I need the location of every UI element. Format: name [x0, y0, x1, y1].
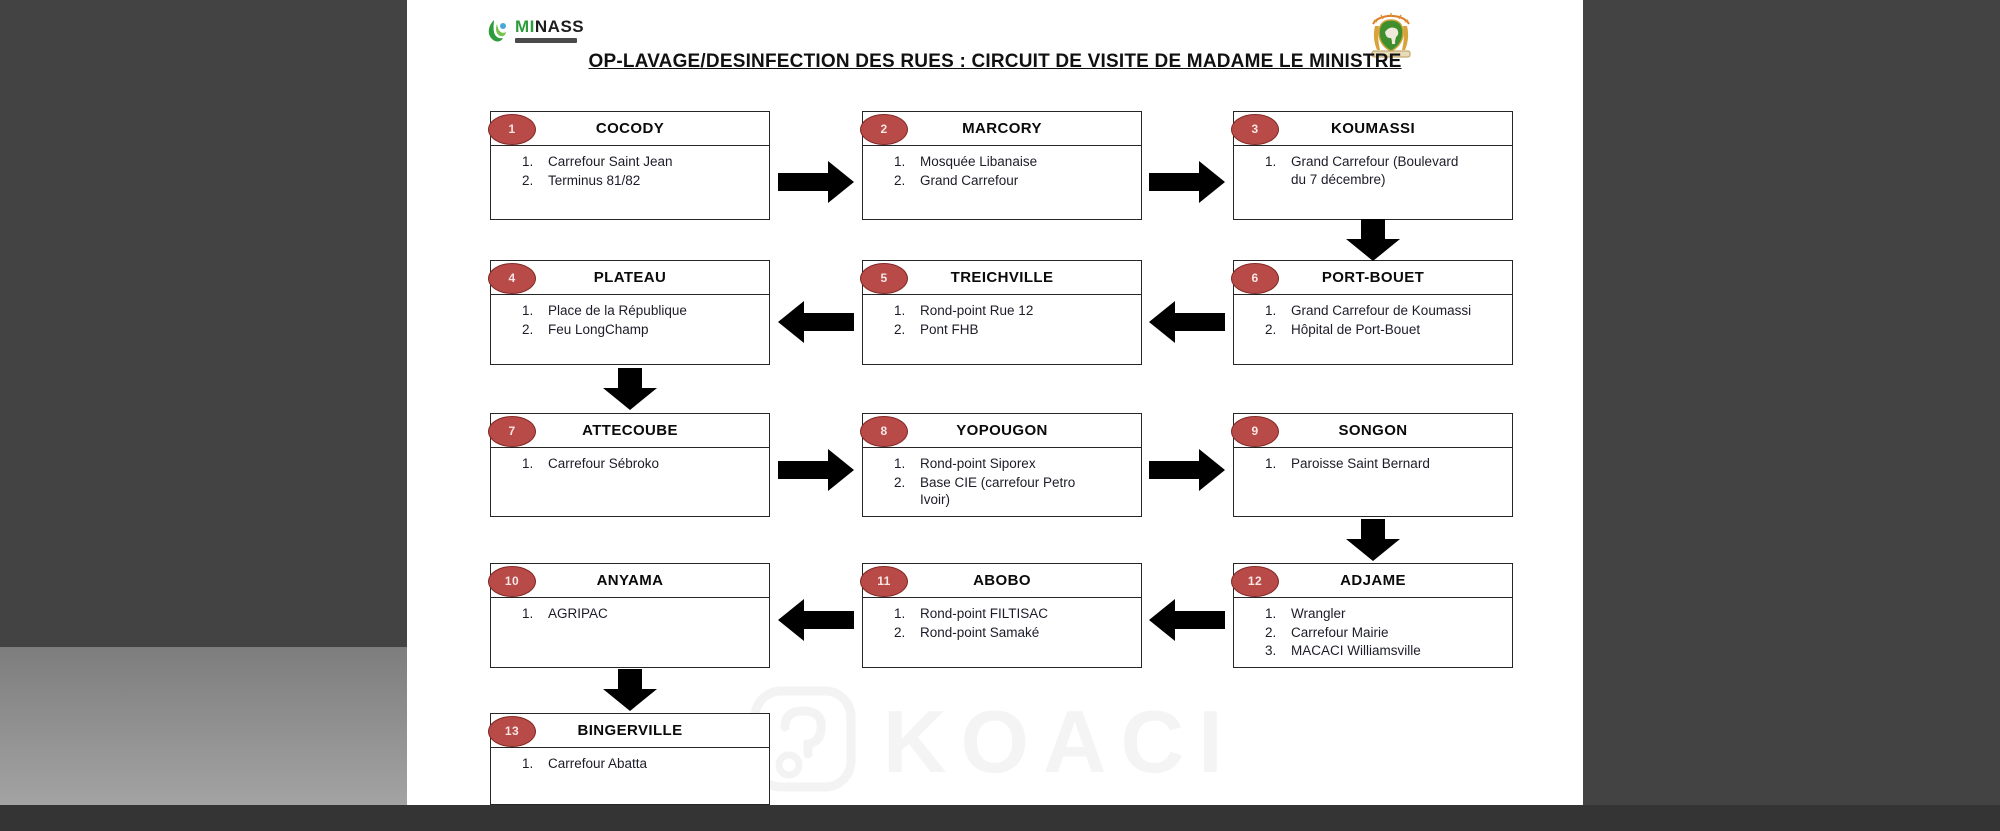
stop-list — [863, 153, 1141, 189]
location-title: YOPOUGON — [956, 422, 1048, 439]
location-box-marcory — [862, 111, 1142, 220]
stop-list — [1234, 605, 1512, 660]
location-box-anyama — [490, 563, 770, 668]
stop-item: Hôpital de Port-Bouet — [1291, 321, 1421, 337]
stop-item: Place de la République — [548, 303, 687, 318]
step-number-badge: 13 — [488, 716, 536, 747]
watermark — [747, 683, 1237, 800]
step-number-badge: 3 — [1231, 114, 1279, 145]
location-title: ADJAME — [1340, 572, 1406, 589]
location-box-songon — [1233, 413, 1513, 517]
arrow-right-icon — [1149, 449, 1225, 491]
minass-tagline-bar — [515, 38, 577, 43]
stop-list — [863, 455, 1141, 509]
location-box-port-bouet — [1233, 260, 1513, 365]
location-title: SONGON — [1338, 422, 1408, 439]
arrow-left-icon — [778, 301, 854, 343]
arrow-left-icon — [778, 599, 854, 641]
step-number-badge: 10 — [488, 566, 536, 597]
step-number-badge: 6 — [1231, 263, 1279, 294]
stop-item: Grand Carrefour de Koumassi — [1291, 303, 1472, 318]
arrow-right-icon — [778, 449, 854, 491]
location-box-cocody — [490, 111, 770, 220]
stop-list — [491, 605, 769, 623]
step-number-badge: 8 — [860, 416, 908, 447]
minass-logo-text: MINASS — [515, 17, 585, 36]
location-title: COCODY — [595, 120, 665, 137]
arrow-down-icon — [603, 368, 657, 410]
stop-list — [491, 455, 769, 473]
location-box-adjame — [1233, 563, 1513, 668]
stop-item: AGRIPAC — [548, 606, 608, 621]
stop-list — [1234, 153, 1512, 188]
background-left-lower-band — [0, 647, 407, 805]
arrow-left-icon — [1149, 599, 1225, 641]
watermark-text: KOACI — [883, 691, 1237, 791]
step-number-badge: 9 — [1231, 416, 1279, 447]
document-title: OP-LAVAGE/DESINFECTION DES RUES : CIRCUIT DE VISITE DE MADAME LE MINISTRE — [588, 51, 1402, 72]
location-box-treichville — [862, 260, 1142, 365]
stop-item: Grand Carrefour (Boulevard du 7 décembre) — [1291, 154, 1459, 187]
step-number-badge: 7 — [488, 416, 536, 447]
stop-item: Pont FHB — [920, 321, 979, 337]
stop-list — [491, 302, 769, 338]
arrow-right-icon — [1149, 161, 1225, 203]
stop-list — [491, 755, 769, 773]
location-title: PLATEAU — [593, 269, 667, 286]
stop-item: Carrefour Abatta — [548, 756, 648, 771]
arrow-down-icon — [603, 669, 657, 711]
location-box-bingerville — [490, 713, 770, 805]
stop-item: Grand Carrefour — [920, 172, 1019, 188]
location-title: ANYAMA — [596, 572, 664, 589]
stop-list — [1234, 302, 1512, 338]
step-number-badge: 5 — [860, 263, 908, 294]
arrow-right-icon — [778, 161, 854, 203]
arrow-left-icon — [1149, 301, 1225, 343]
bottom-bar — [0, 805, 2000, 831]
stop-item: Carrefour Saint Jean — [548, 154, 673, 169]
stop-item: MACACI Williamsville — [1291, 643, 1421, 658]
stop-item: Paroisse Saint Bernard — [1291, 456, 1430, 471]
location-box-yopougon — [862, 413, 1142, 517]
stop-item: Rond-point Rue 12 — [920, 303, 1034, 318]
leaf-swoosh-icon — [485, 18, 511, 53]
step-number-badge: 2 — [860, 114, 908, 145]
stop-list — [863, 605, 1141, 641]
location-box-abobo — [862, 563, 1142, 668]
arrow-down-icon — [1346, 519, 1400, 561]
location-box-plateau — [490, 260, 770, 365]
location-title: TREICHVILLE — [950, 269, 1054, 286]
location-title: ABOBO — [973, 572, 1031, 589]
step-number-badge: 11 — [860, 566, 908, 597]
location-title: KOUMASSI — [1330, 120, 1416, 137]
step-number-badge: 1 — [488, 114, 536, 145]
stop-item: Feu LongChamp — [548, 321, 649, 337]
stop-list — [491, 153, 769, 189]
stop-list — [1234, 455, 1512, 473]
minass-logo — [485, 18, 584, 53]
stop-item: Rond-point Siporex — [920, 456, 1036, 471]
location-title: BINGERVILLE — [577, 722, 683, 739]
stop-item: Rond-point Samaké — [920, 624, 1040, 640]
document-page — [407, 0, 1583, 805]
stop-list — [863, 302, 1141, 338]
stop-item: Mosquée Libanaise — [920, 154, 1038, 169]
location-box-koumassi — [1233, 111, 1513, 220]
location-title: ATTECOUBE — [582, 422, 678, 439]
stop-item: Wrangler — [1291, 606, 1346, 621]
stop-item: Carrefour Mairie — [1291, 624, 1389, 640]
stop-item: Terminus 81/82 — [548, 172, 641, 188]
arrow-down-icon — [1346, 219, 1400, 261]
location-box-attecoube — [490, 413, 770, 517]
stop-item: Base CIE (carrefour Petro Ivoir) — [920, 474, 1076, 507]
stop-item: Carrefour Sébroko — [548, 456, 660, 471]
stop-item: Rond-point FILTISAC — [920, 606, 1049, 621]
step-number-badge: 4 — [488, 263, 536, 294]
step-number-badge: 12 — [1231, 566, 1279, 597]
location-title: PORT-BOUET — [1321, 269, 1425, 286]
location-title: MARCORY — [962, 120, 1042, 137]
